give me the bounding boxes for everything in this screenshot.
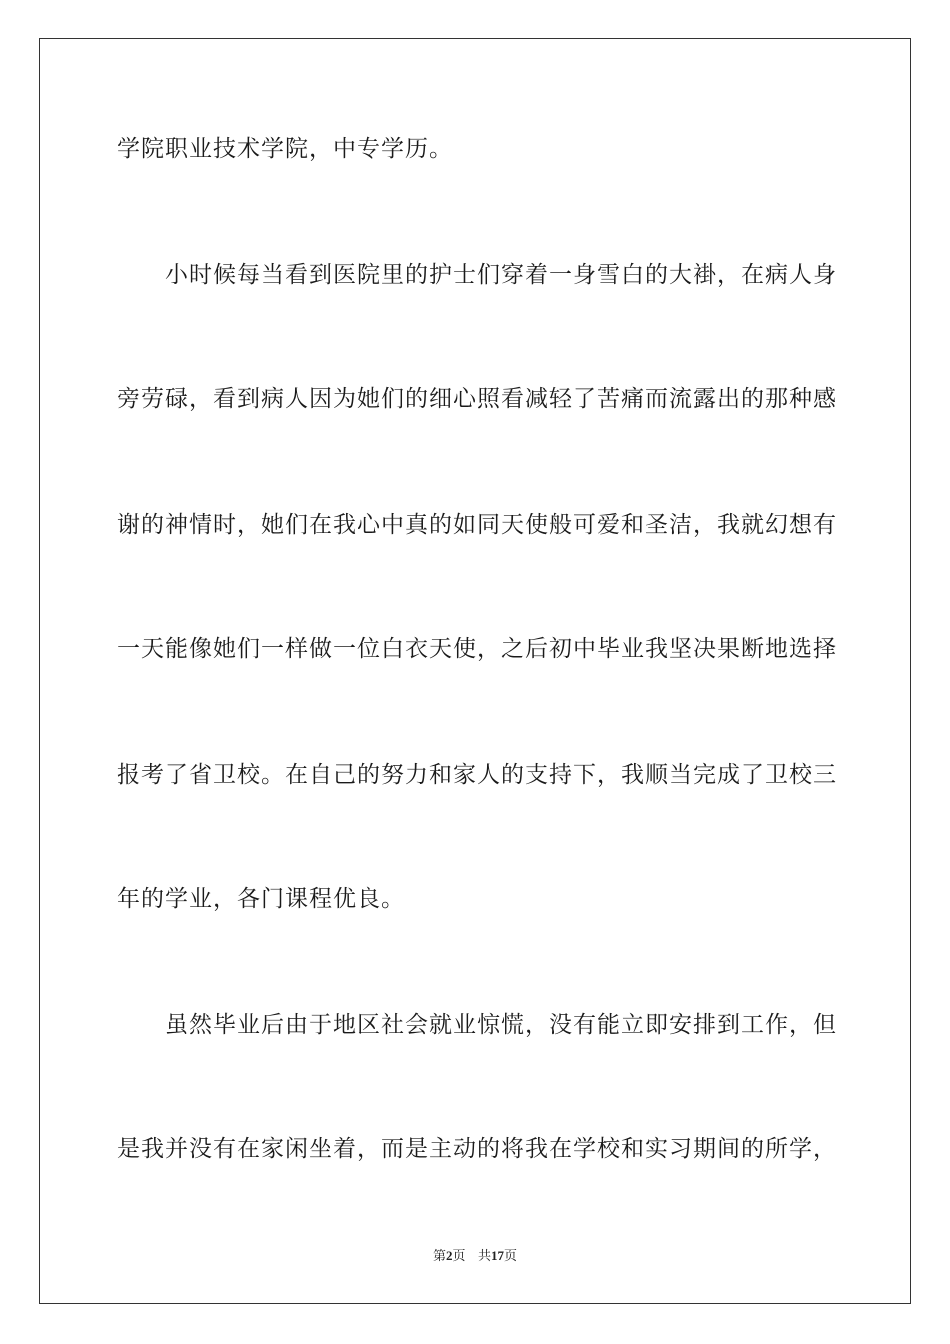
text-line: 是我并没有在家闲坐着，而是主动的将我在学校和实习期间的所学， [117, 1136, 837, 1162]
text-line: 旁劳碌，看到病人因为她们的细心照看减轻了苦痛而流露出的那种感 [117, 386, 837, 412]
page-prefix: 第 [433, 1249, 447, 1264]
text-line: 年的学业，各门课程优良。 [117, 886, 405, 912]
page-footer [0, 1247, 950, 1266]
text-line: 小时候每当看到医院里的护士们穿着一身雪白的大褂，在病人身 [117, 262, 837, 288]
text-line: 一天能像她们一样做一位白衣天使，之后初中毕业我坚决果断地选择 [117, 636, 837, 662]
total-suffix: 页 [503, 1249, 517, 1264]
page-border [39, 38, 911, 1304]
text-line: 学院职业技术学院，中专学历。 [117, 136, 453, 162]
total-pages: 17 [490, 1248, 504, 1263]
page-number: 2 [446, 1248, 453, 1263]
text-line: 报考了省卫校。在自己的努力和家人的支持下，我顺当完成了卫校三 [117, 762, 837, 788]
text-line: 谢的神情时，她们在我心中真的如同天使般可爱和圣洁，我就幻想有 [117, 512, 837, 538]
total-prefix: 共 [477, 1249, 491, 1264]
text-line: 虽然毕业后由于地区社会就业惊慌，没有能立即安排到工作，但 [117, 1012, 837, 1038]
page-suffix: 页 [452, 1249, 466, 1264]
